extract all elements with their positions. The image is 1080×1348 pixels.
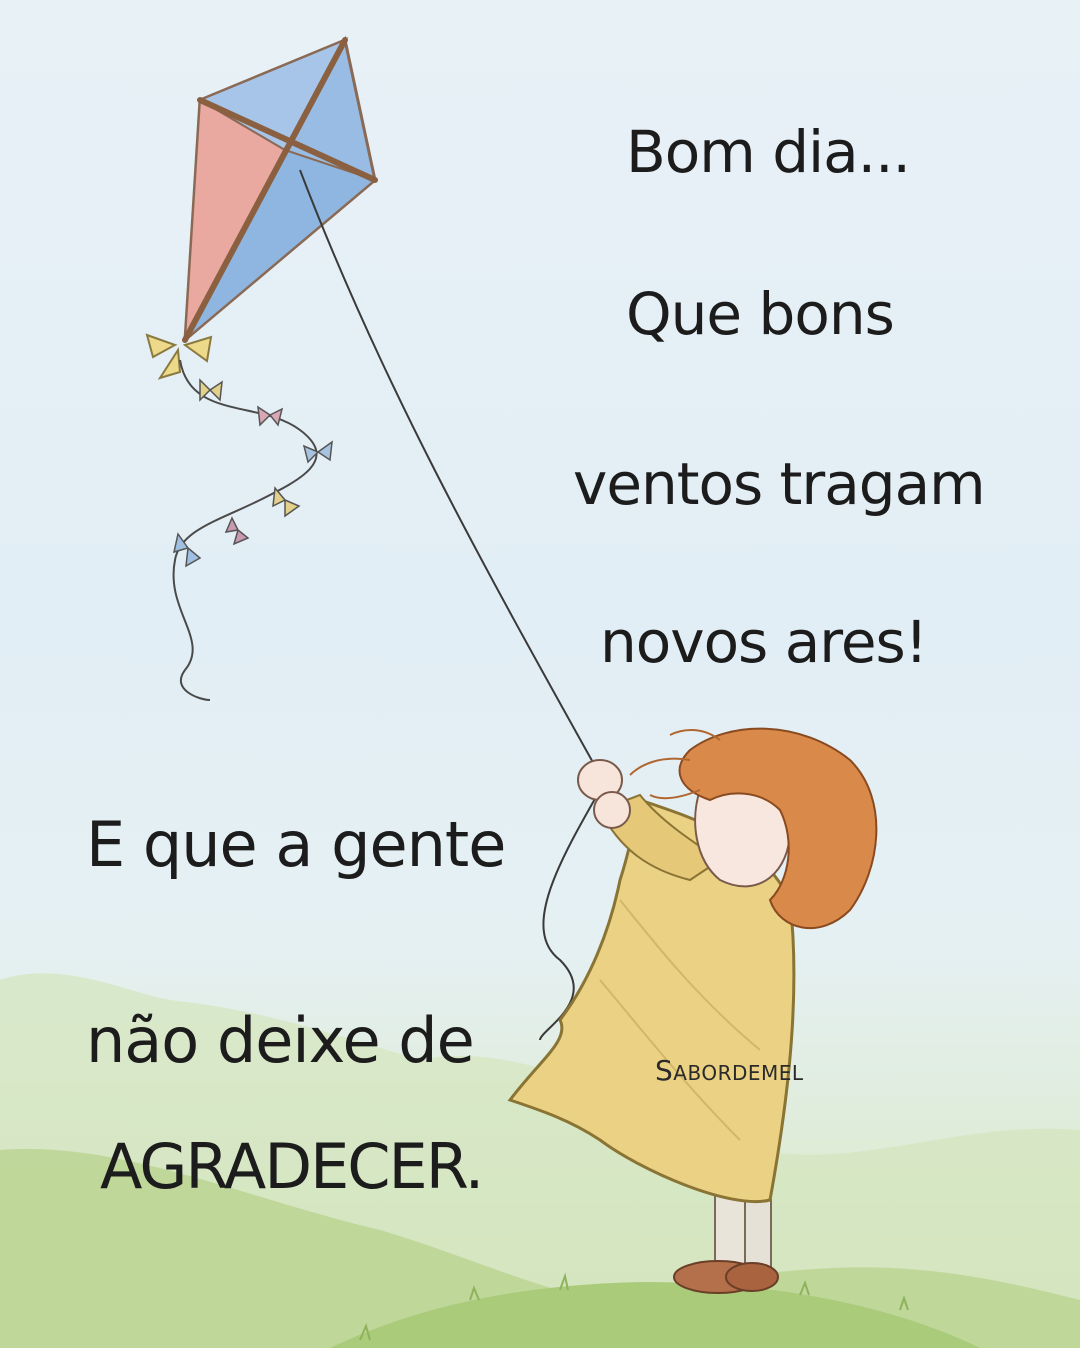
quote-line-3: ventos tragam — [573, 450, 985, 518]
kite-string — [300, 170, 600, 775]
quote-line-1: Bom dia... — [626, 118, 910, 186]
quote-line-6: não deixe de — [86, 1004, 474, 1077]
quote-line-7: AGRADECER. — [100, 1130, 483, 1203]
quote-line-2: Que bons — [626, 280, 894, 348]
signature-initial: S — [655, 1054, 674, 1087]
kite-tail — [174, 360, 332, 700]
kite — [147, 40, 375, 378]
quote-line-5: E que a gente — [86, 808, 506, 881]
signature-rest: ABORDEMEL — [673, 1061, 804, 1085]
artist-signature — [655, 1054, 804, 1087]
quote-line-4: novos ares! — [600, 608, 927, 676]
